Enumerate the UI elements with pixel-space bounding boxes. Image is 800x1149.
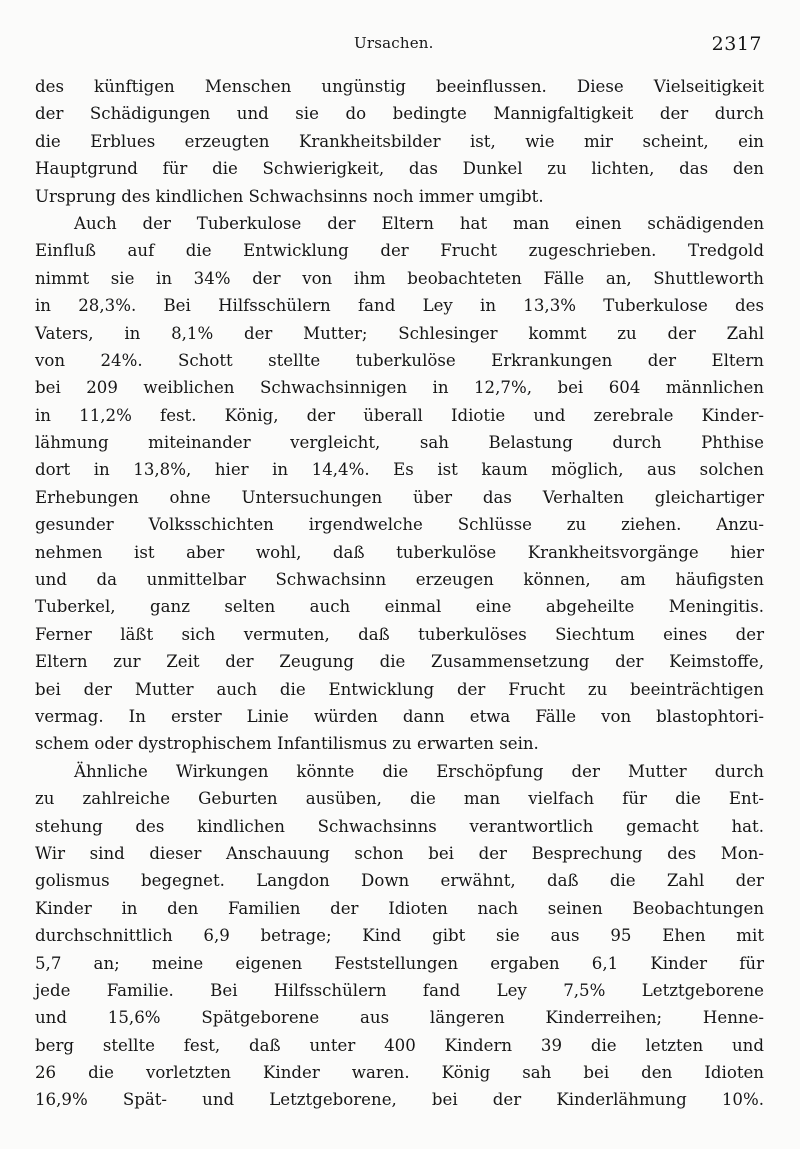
text-line: Kinder in den Familien der Idioten nach seinen Beobachtungen: [35, 898, 764, 918]
text-line: des künftigen Menschen ungünstig beeinflussen. Diese Vielseitigkeit: [35, 77, 764, 96]
text-line: in 11,2% fest. König, der überall Idiotie und zerebrale Kinder-: [35, 405, 764, 425]
text-line: Erhebungen ohne Untersuchungen über das Verhalten gleichartiger: [35, 487, 764, 507]
text-line: 26 die vorletzten Kinder waren. König sah bei den Idioten: [35, 1063, 764, 1083]
text-line: Tuberkel, ganz selten auch einmal eine abgeheilte Meningitis.: [35, 597, 764, 617]
text-line: gesunder Volksschichten irgendwelche Schlüsse zu ziehen. Anzu-: [35, 515, 764, 535]
text-line: von 24%. Schott stellte tuberkulöse Erkrankungen der Eltern: [35, 350, 764, 370]
text-line: und da unmittelbar Schwachsinn erzeugen können, am häufigsten: [35, 570, 764, 590]
text-line: 16,9% Spät- und Letztgeborene, bei der Kinderlähmung 10%.: [35, 1090, 764, 1110]
text-line: nehmen ist aber wohl, daß tuberkulöse Krankheitsvorgänge hier: [35, 542, 764, 562]
text-line: Eltern zur Zeit der Zeugung die Zusammensetzung der Keimstoffe,: [35, 652, 764, 672]
text-line: bei 209 weiblichen Schwachsinnigen in 12,7%, bei 604 männlichen: [35, 378, 764, 398]
text-line: die Erblues erzeugten Krankheitsbilder ist, wie mir scheint, ein: [35, 131, 764, 151]
text-line: und 15,6% Spätgeborene aus längeren Kinderreihen; Henne-: [35, 1008, 764, 1028]
text-line: der Schädigungen und sie do bedingte Mannigfaltigkeit der durch: [35, 104, 764, 124]
text-line: jede Familie. Bei Hilfsschülern fand Ley 7,5% Letztgeborene: [35, 980, 764, 1000]
text-line: Vaters, in 8,1% der Mutter; Schlesinger kommt zu der Zahl: [35, 323, 764, 343]
page-header: [36, 34, 766, 58]
text-line: Ferner läßt sich vermuten, daß tuberkulöses Siechtum eines der: [35, 624, 764, 644]
text-line: Hauptgrund für die Schwierigkeit, das Dunkel zu lichten, das den: [35, 159, 764, 179]
text-line: lähmung miteinander vergleicht, sah Belastung durch Phthise: [35, 433, 764, 453]
text-line: Ähnliche Wirkungen könnte die Erschöpfung der Mutter durch: [74, 761, 764, 781]
text-line: 5,7 an; meine eigenen Feststellungen ergaben 6,1 Kinder für: [35, 953, 764, 973]
running-head: Ursachen.: [354, 34, 434, 52]
text-line: dort in 13,8%, hier in 14,4%. Es ist kaum möglich, aus solchen: [35, 460, 764, 480]
text-line: golismus begegnet. Langdon Down erwähnt, daß die Zahl der: [35, 871, 764, 891]
text-line: Wir sind dieser Anschauung schon bei der Besprechung des Mon-: [35, 843, 764, 863]
text-line: vermag. In erster Linie würden dann etwa Fälle von blastophtori-: [35, 706, 764, 726]
text-line: zu zahlreiche Geburten ausüben, die man vielfach für die Ent-: [35, 789, 764, 809]
text-line: in 28,3%. Bei Hilfsschülern fand Ley in 13,3% Tuberkulose des: [35, 296, 764, 316]
text-line: berg stellte fest, daß unter 400 Kindern 39 die letzten und: [35, 1035, 764, 1055]
text-line: durchschnittlich 6,9 betrage; Kind gibt sie aus 95 Ehen mit: [35, 926, 764, 946]
text-line: Einfluß auf die Entwicklung der Frucht zugeschrieben. Tredgold: [35, 241, 764, 261]
text-line: schem oder dystrophischem Infantilismus zu erwarten sein.: [35, 734, 539, 754]
text-line: Ursprung des kindlichen Schwachsinns noch immer umgibt.: [35, 186, 544, 206]
text-line: Auch der Tuberkulose der Eltern hat man einen schädigenden: [74, 213, 764, 233]
page-number: 2317: [711, 33, 762, 55]
text-line: bei der Mutter auch die Entwicklung der Frucht zu beeinträchtigen: [35, 679, 764, 699]
body-text: [35, 73, 764, 1114]
text-line: stehung des kindlichen Schwachsinns verantwortlich gemacht hat.: [35, 816, 764, 836]
text-line: nimmt sie in 34% der von ihm beobachteten Fälle an, Shuttleworth: [35, 268, 764, 288]
